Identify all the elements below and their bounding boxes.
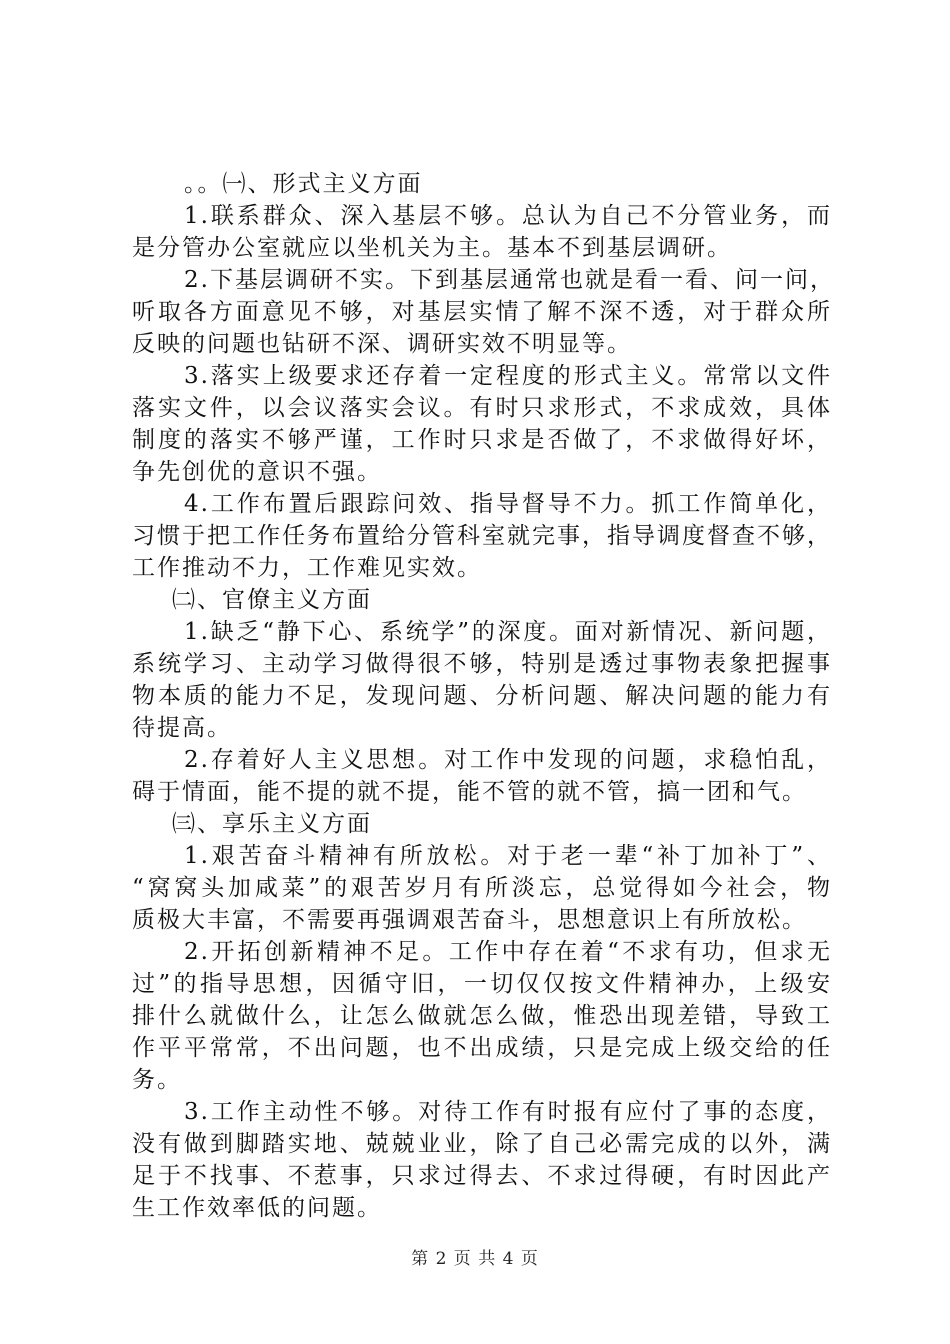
text-line: 过”的指导思想，因循守旧，一切仅仅按文件精神办，上级安 [132, 971, 832, 997]
text-line: 2.开拓创新精神不足。工作中存在着“不求有功，但求无 [184, 939, 832, 965]
text-line: 争先创优的意识不强。 [132, 459, 382, 485]
text-line: 没有做到脚踏实地、兢兢业业，除了自己必需完成的以外，满 [132, 1131, 832, 1157]
text-line: 作平平常常，不出问题，也不出成绩，只是完成上级交给的任 [132, 1035, 832, 1061]
text-line: 1.缺乏“静下心、系统学”的深度。面对新情况、新问题， [184, 619, 832, 645]
text-line: 物本质的能力不足，发现问题、分析问题、解决问题的能力有 [132, 683, 832, 709]
text-line: 。。㈠、形式主义方面 [184, 171, 423, 197]
text-line: ㈢、享乐主义方面 [172, 811, 372, 837]
text-line: 2.下基层调研不实。下到基层通常也就是看一看、问一问， [184, 267, 835, 293]
text-line: 落实文件，以会议落实会议。有时只求形式，不求成效，具体 [132, 395, 832, 421]
text-line: 3.工作主动性不够。对待工作有时报有应付了事的态度， [184, 1099, 832, 1125]
text-line: 务。 [132, 1067, 182, 1093]
text-line: 习惯于把工作任务布置给分管科室就完事，指导调度督查不够， [132, 523, 832, 549]
text-line: 足于不找事、不惹事，只求过得去、不求过得硬，有时因此产 [132, 1163, 832, 1189]
text-line: 4.工作布置后跟踪问效、指导督导不力。抓工作简单化， [184, 491, 832, 517]
text-line: 质极大丰富，不需要再强调艰苦奋斗，思想意识上有所放松。 [132, 907, 807, 933]
text-line: 制度的落实不够严谨，工作时只求是否做了，不求做得好坏， [132, 427, 832, 453]
text-line: 排什么就做什么，让怎么做就怎么做，惟恐出现差错，导致工 [132, 1003, 832, 1029]
document-body [132, 168, 835, 1224]
text-line: 1.艰苦奋斗精神有所放松。对于老一辈“补丁加补丁”、 [184, 843, 832, 869]
text-line: 系统学习、主动学习做得很不够，特别是透过事物表象把握事 [132, 651, 832, 677]
text-line: 3.落实上级要求还存着一定程度的形式主义。常常以文件 [184, 363, 832, 389]
text-line: 反映的问题也钻研不深、调研实效不明显等。 [132, 331, 632, 357]
text-line: 碍于情面，能不提的就不提，能不管的就不管，搞一团和气。 [132, 779, 807, 805]
text-line: 工作推动不力，工作难见实效。 [132, 555, 482, 581]
text-line: 2.存着好人主义思想。对工作中发现的问题，求稳怕乱， [184, 747, 832, 773]
text-line: 听取各方面意见不够，对基层实情了解不深不透，对于群众所 [132, 299, 832, 325]
text-line: 1.联系群众、深入基层不够。总认为自己不分管业务，而 [184, 203, 832, 229]
text-line: “窝窝头加咸菜”的艰苦岁月有所淡忘，总觉得如今社会，物 [132, 875, 832, 901]
page-footer: 第 2 页 共 4 页 [411, 1249, 539, 1269]
text-line: 是分管办公室就应以坐机关为主。基本不到基层调研。 [132, 235, 732, 261]
text-line: ㈡、官僚主义方面 [172, 587, 372, 613]
text-line: 生工作效率低的问题。 [132, 1195, 382, 1221]
text-line: 待提高。 [132, 715, 232, 741]
